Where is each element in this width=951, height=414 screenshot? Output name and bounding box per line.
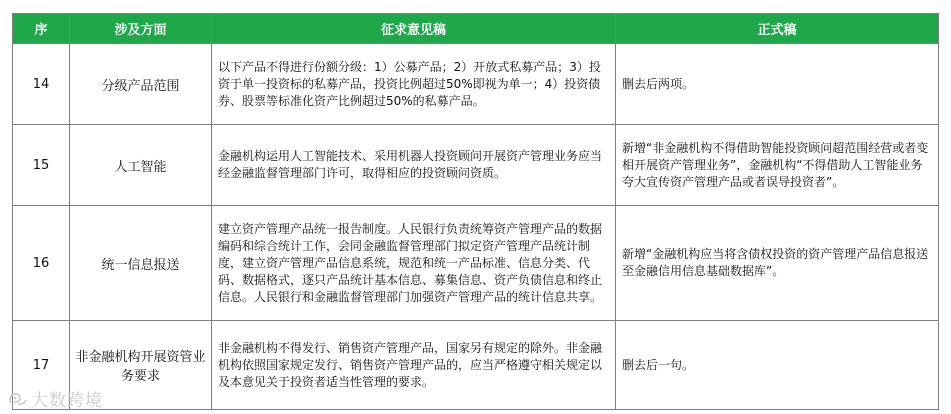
row-final: 新增“非金融机构不得借助智能投资顾问超范围经营或者变相开展资产管理业务”，金融机构“不得借助人工智能业务夸大宣传资产管理产品或者误导投资者”。 [616, 125, 939, 206]
table-row [13, 125, 939, 206]
table-row [13, 44, 939, 125]
row-area: 统一信息报送 [70, 206, 212, 321]
watermark-text: 大数跨境 [31, 391, 103, 411]
row-draft: 金融机构运用人工智能技术、采用机器人投资顾问开展资产管理业务应当经金融监督管理部门许可，取得相应的投资顾问资质。 [212, 125, 616, 206]
row-area: 人工智能 [70, 125, 212, 206]
regulation-comparison-table [12, 13, 939, 410]
row-area: 分级产品范围 [70, 44, 212, 125]
header-final: 正式稿 [616, 14, 939, 44]
table-row [13, 321, 939, 410]
header-draft: 征求意见稿 [212, 14, 616, 44]
row-area: 非金融机构开展资管业务要求 [70, 321, 212, 410]
header-row [13, 14, 939, 44]
row-seq: 14 [13, 44, 70, 125]
row-seq: 15 [13, 125, 70, 206]
row-seq: 17 [13, 321, 70, 410]
row-final: 新增“金融机构应当将含债权投资的资产管理产品信息报送至金融信用信息基础数据库”。 [616, 206, 939, 321]
watermark-logo-icon [8, 391, 28, 407]
row-draft: 以下产品不得进行份额分级：1）公募产品；2）开放式私募产品；3）投资于单一投资标的私募产品，投资比例超过50%即视为单一；4）投资债券、股票等标准化资产比例超过50%的私募产品。 [212, 44, 616, 125]
row-final: 删去后两项。 [616, 44, 939, 125]
header-seq: 序 [13, 14, 70, 44]
row-seq: 16 [13, 206, 70, 321]
watermark [8, 386, 103, 411]
row-draft: 建立资产管理产品统一报告制度。人民银行负责统筹资产管理产品的数据编码和综合统计工作，会同金融监督管理部门拟定资产管理产品统计制度，建立资产管理产品信息系统，规范和统一产品标准、信息分类、代码、数据格式，逐只产品统计基本信息、募集信息、资产负债信息和终止信息。人民银行和金融监督管理部门加强资产管理产品的统计信息共享。 [212, 206, 616, 321]
row-draft: 非金融机构不得发行、销售资产管理产品，国家另有规定的除外。非金融机构依照国家规定发行、销售资产管理产品的，应当严格遵守相关规定以及本意见关于投资者适当性管理的要求。 [212, 321, 616, 410]
table-row [13, 206, 939, 321]
header-area: 涉及方面 [70, 14, 212, 44]
row-final: 删去后一句。 [616, 321, 939, 410]
